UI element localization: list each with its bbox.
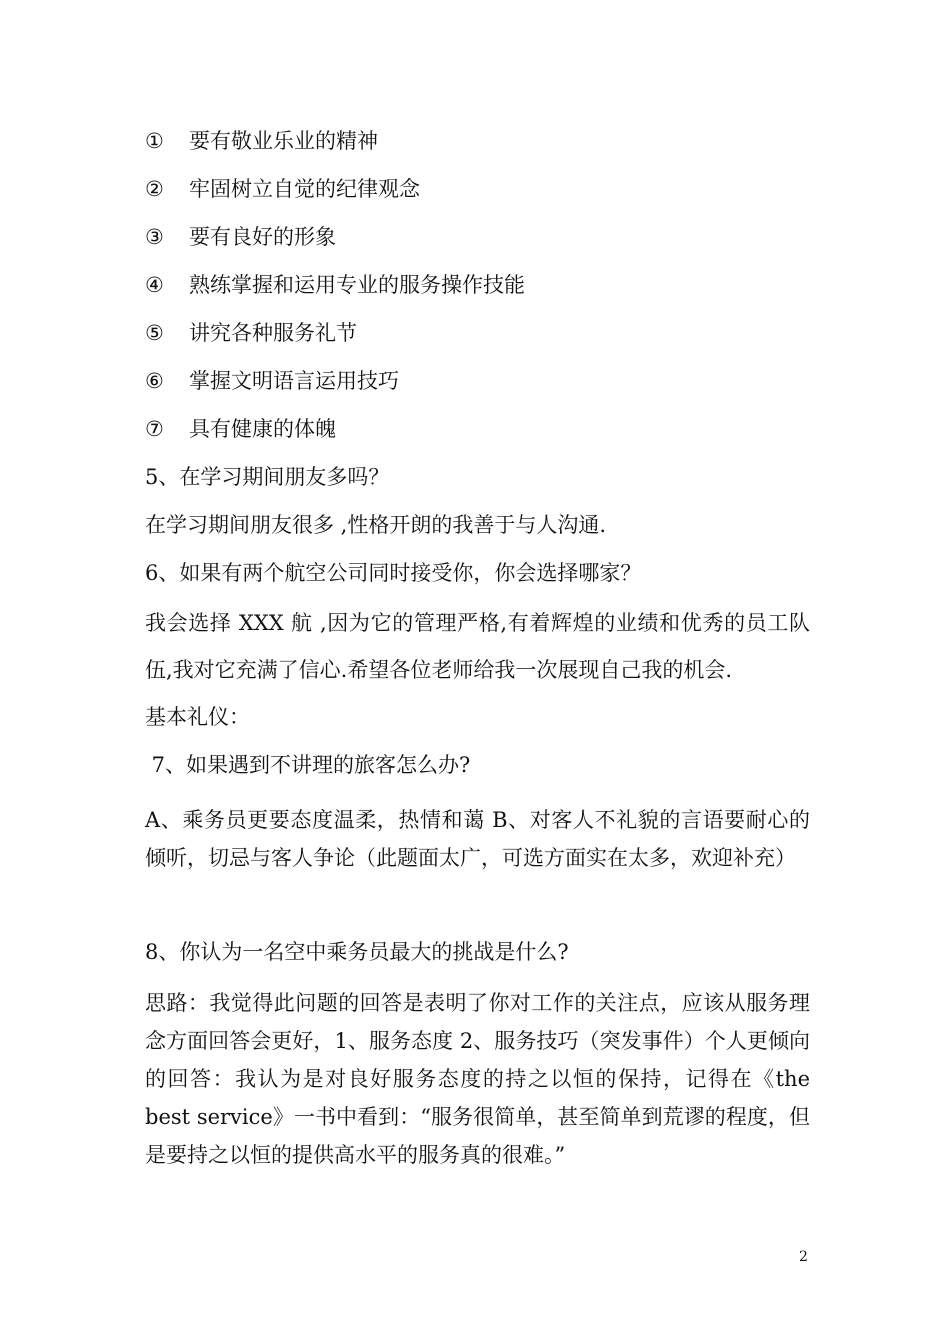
page-number: 2: [799, 1249, 808, 1265]
list-text: 要有良好的形象: [189, 225, 336, 249]
section-title: 基本礼仪：: [145, 705, 250, 729]
answer-5: 在学习期间朋友很多 ,性格开朗的我善于与人沟通.: [145, 513, 607, 537]
list-number: ①: [145, 129, 164, 153]
answer-8: 思路：我觉得此问题的回答是表明了你对工作的关注点，应该从服务理念方面回答会更好，1、服务态度 2、服务技巧（突发事件）个人更倾向的回答：我认为是对良好服务态度的持之以恒的保持，记得在《the best service》一书中看到：“服务很简单，甚至简单到荒谬的程度，但是要持之以恒的提供高水平的服务真的很难。”: [145, 991, 810, 1167]
list-item: [145, 223, 336, 251]
list-number: ④: [145, 273, 164, 297]
question-7: 7、如果遇到不讲理的旅客怎么办?: [145, 753, 471, 777]
list-number: ⑤: [145, 321, 164, 345]
answer-6: 我会选择 XXX 航 ,因为它的管理严格,有着辉煌的业绩和优秀的员工队伍,我对它充满了信心.希望各位老师给我一次展现自己我的机会.: [145, 611, 810, 682]
list-number: ③: [145, 225, 164, 249]
list-number: ②: [145, 177, 164, 201]
question-6: 6、如果有两个航空公司同时接受你，你会选择哪家？: [145, 561, 642, 585]
answer-7: A、乘务员更要态度温柔，热情和蔼 B、对客人不礼貌的言语要耐心的倾听，切忌与客人争论（此题面太广，可选方面实在太多，欢迎补充）: [145, 808, 810, 870]
list-number: ⑦: [145, 417, 164, 441]
list-text: 讲究各种服务礼节: [189, 321, 357, 345]
list-item: [145, 319, 357, 347]
list-text: 具有健康的体魄: [189, 417, 336, 441]
list-item: [145, 367, 399, 395]
list-text: 要有敬业乐业的精神: [189, 129, 378, 153]
list-item: [145, 271, 525, 299]
list-text: 熟练掌握和运用专业的服务操作技能: [189, 273, 525, 297]
list-text: 牢固树立自觉的纪律观念: [189, 177, 420, 201]
list-item: [145, 175, 420, 203]
list-item: [145, 127, 378, 155]
list-number: ⑥: [145, 369, 164, 393]
question-5: 5、在学习期间朋友多吗？: [145, 465, 390, 489]
question-8: 8、你认为一名空中乘务员最大的挑战是什么?: [145, 940, 569, 964]
list-item: [145, 415, 336, 443]
list-text: 掌握文明语言运用技巧: [189, 369, 399, 393]
